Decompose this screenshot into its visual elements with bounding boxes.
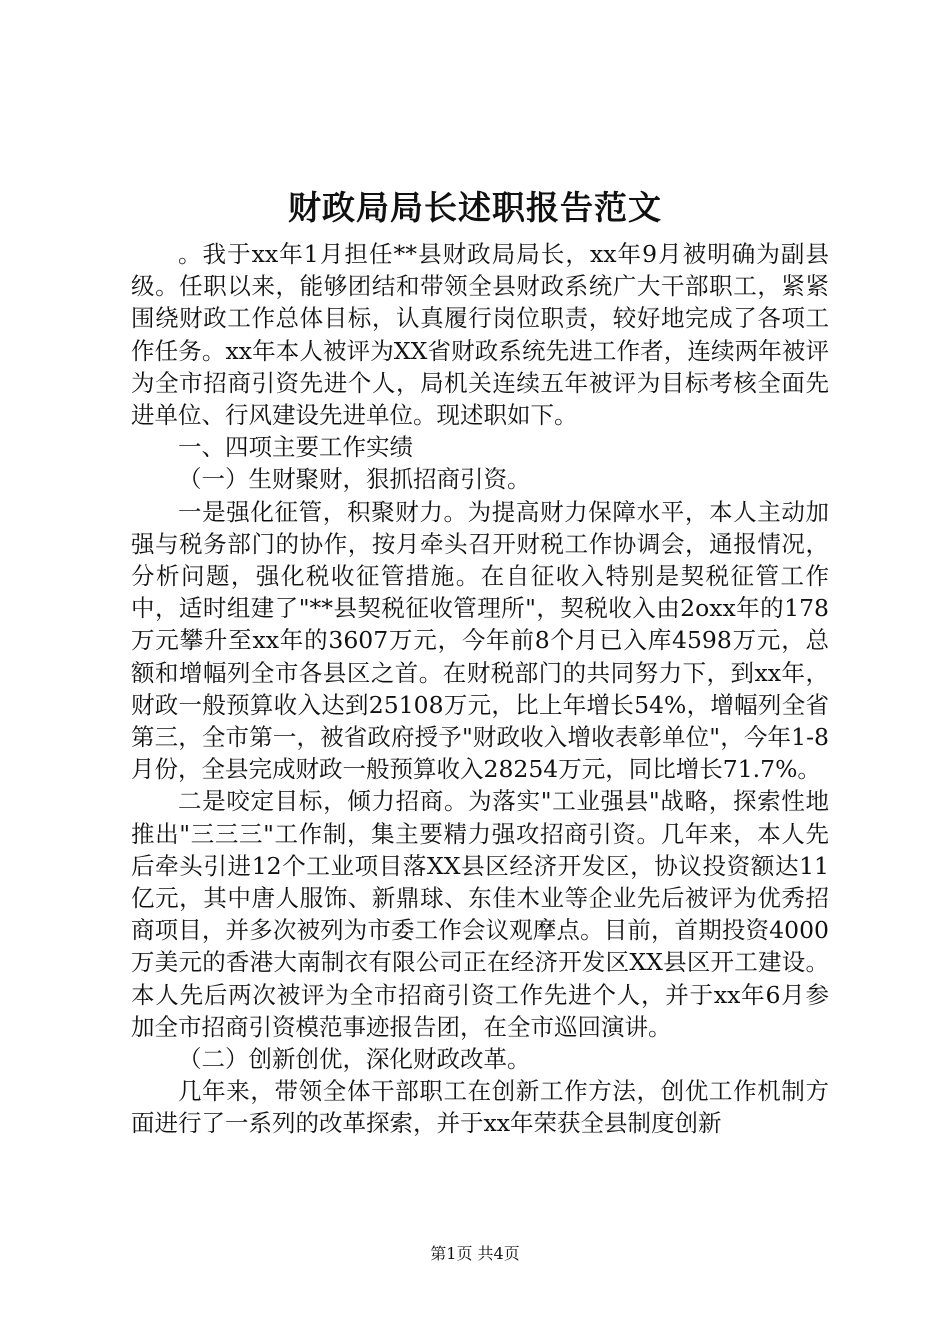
document-body <box>131 238 829 1140</box>
paragraph-revenue: 一是强化征管，积聚财力。为提高财力保障水平，本人主动加强与税务部门的协作，按月牵头召开财税工作协调会，通报情况，分析问题，强化税收征管措施。在自征收入特别是契税征管工作中，适时组建了"**县契税征收管理所"，契税收入由2oxx年的178万元攀升至xx年的3607万元，今年前8个月已入库4598万元，总额和增幅列全市各县区之首。在财税部门的共同努力下，到xx年，财政一般预算收入达到25108万元，比上年增长54%，增幅列全省第三，全市第一，被省政府授予"财政收入增收表彰单位"，今年1-8月份，全县完成财政一般预算收入28254万元，同比增长71.7%。 <box>131 497 829 784</box>
page-footer <box>0 1244 950 1264</box>
page-indicator: 第1页 共4页 <box>430 1244 520 1263</box>
paragraph-reform: 几年来，带领全体干部职工在创新工作方法，创优工作机制方面进行了一系列的改革探索，并于xx年荣获全县制度创新 <box>131 1077 829 1138</box>
section-heading-1: 一、四项主要工作实绩 <box>178 433 413 462</box>
paragraph-investment: 二是咬定目标，倾力招商。为落实"工业强县"战略，探索性地推出"三三三"工作制，集主要精力强攻招商引资。几年来，本人先后牵头引进12个工业项目落XX县区经济开发区，协议投资额达11亿元，其中唐人服饰、新鼎球、东佳木业等企业先后被评为优秀招商项目，并多次被列为市委工作会议观摩点。目前，首期投资4000万美元的香港大南制衣有限公司正在经济开发区XX县区开工建设。本人先后两次被评为全市招商引资工作先进个人，并于xx年6月参加全市招商引资模范事迹报告团，在全市巡回演讲。 <box>131 787 829 1041</box>
paragraph-intro: 。我于xx年1月担任**县财政局局长，xx年9月被明确为副县级。任职以来，能够团结和带领全县财政系统广大干部职工，紧紧围绕财政工作总体目标，认真履行岗位职责，较好地完成了各项工作任务。xx年本人被评为XX省财政系统先进工作者，连续两年被评为全市招商引资先进个人，局机关连续五年被评为目标考核全面先进单位、行风建设先进单位。现述职如下。 <box>131 240 829 430</box>
subsection-heading-1: （一）生财聚财，狠抓招商引资。 <box>178 465 531 494</box>
subsection-heading-2: （二）创新创优，深化财政改革。 <box>178 1045 531 1074</box>
document-title: 财政局局长述职报告范文 <box>288 188 662 227</box>
